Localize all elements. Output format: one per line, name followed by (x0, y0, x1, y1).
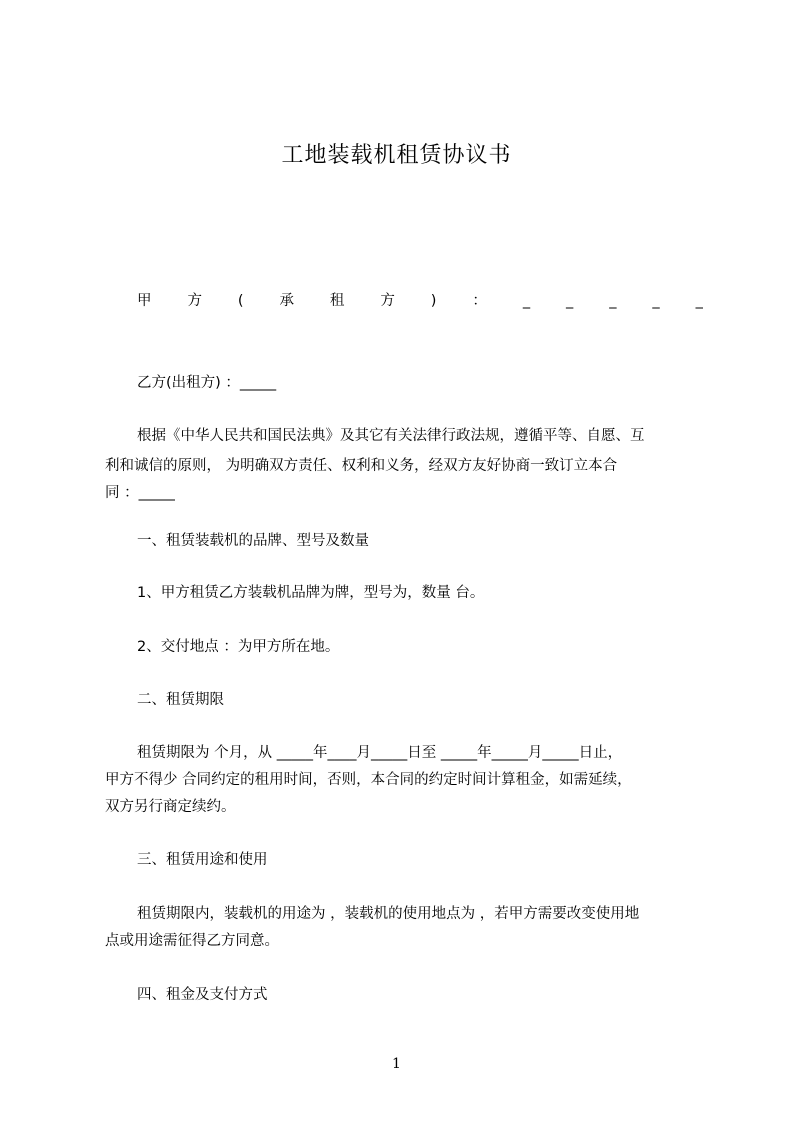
page-number: 1 (392, 1056, 401, 1072)
term-line: 双方另行商定续约。 (105, 799, 236, 815)
party-a-char: 承 (279, 293, 294, 309)
party-a-char: 租 (329, 293, 345, 309)
party-a-char: ： (472, 293, 487, 309)
party-a-line (137, 289, 703, 313)
document-title: 工地装载机租赁协议书 (281, 143, 512, 168)
party-a-blank: _ (609, 293, 617, 309)
section-heading: 四、租金及支付方式 (137, 987, 268, 1003)
party-a-char: ) (430, 293, 437, 309)
section-heading: 一、租赁装载机的品牌、型号及数量 (137, 533, 369, 549)
party-b-line: 乙方(出租方) ：_____ (137, 375, 277, 391)
section-heading: 二、租赁期限 (137, 692, 224, 708)
intro-line: 根据《中华人民共和国民法典》及其它有关法律行政法规，遵循平等、自愿、互 (137, 428, 645, 444)
intro-line: 同 ：_____ (105, 485, 175, 501)
party-a-blank: _ (695, 293, 703, 309)
party-a-blank: _ (652, 293, 660, 309)
party-a-char: 方 (380, 293, 395, 309)
clause: 2、交付地点 ：为甲方所在地。 (137, 639, 340, 655)
usage-line: 租赁期限内，装载机的用途为 ，装载机的使用地点为 ，若甲方需要改变使用地 (137, 906, 640, 922)
usage-line: 点或用途需征得乙方同意。 (105, 933, 279, 949)
intro-line: 利和诚信的原则， 为明确双方责任、权利和义务，经双方友好协商一致订立本合 (105, 458, 618, 474)
party-a-char: 甲 (137, 293, 152, 309)
term-line: 甲方不得少 合同约定的租用时间，否则，本合同的约定时间计算租金，如需延续， (105, 772, 632, 788)
party-a-char: 方 (187, 293, 202, 309)
clause: 1、甲方租赁乙方装载机品牌为牌，型号为，数量 台。 (137, 585, 485, 601)
term-line: 租赁期限为 个月，从 _____年____月_____日至 _____年_____月_____日止， (137, 745, 623, 761)
party-a-blank: _ (522, 293, 531, 309)
section-heading: 三、租赁用途和使用 (137, 852, 268, 868)
party-a-char: ( (237, 293, 244, 309)
party-a-blank: _ (566, 293, 574, 309)
